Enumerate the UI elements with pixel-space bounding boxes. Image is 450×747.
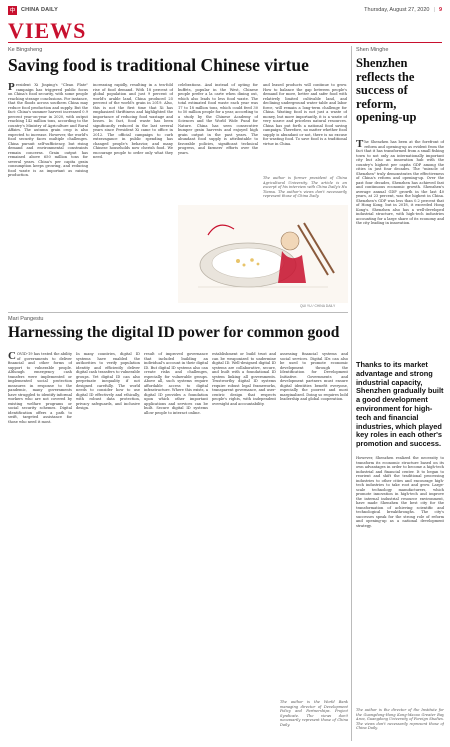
article1-column-1 [8, 83, 88, 308]
article1-author-bio [263, 176, 347, 204]
article2-text-3: result of improved governance that included building an individual's account in their digital ID. But digital ID systems also can create risks and challenges, especially for vulnerable groups. Above all, such systems require affordable access to digital infrastructure. Where this exists, a digital ID provides a foundation upon which other important applications and services can be built. Secure digital ID systems allow people to interact online. [144, 352, 208, 415]
article2-column-2 [76, 352, 140, 740]
article3-column-1 [356, 140, 444, 356]
plate-illustration-icon [178, 205, 348, 303]
article2-dropcap: C [8, 352, 16, 362]
article1-text-1: resident Xi Jinping's "Clean Plate" campaign has triggered public focus on China's food security, with some people reaching strange conclusions. For instance, that the floods across southern China may reduce food production and supply. But the fact: China's summer harvest increased 0.9 percent year-on-year in 2020, with output reaching 142 million tons, according to the country's Ministry of Agriculture and Rural Affairs. The autumn grain crop is also expected to increase. However, the world's food security faces multiple challenges. China pursuit self-sufficiency, but rising demand and environmental constraints remain concerns. Grain output has remained above 650 million tons for several years. China's per capita grain consumption keeps growing, and reducing food waste is as important as raising production. [8, 83, 88, 177]
article2-column-1 [8, 352, 72, 740]
article2-text-5: assessing financial systems and social services. Digital IDs can also be used to promote economic development through the Identification for Development Initiative. Governments and development partners must ensure digital identities benefit everyone, especially the poorest and most marginalized. Doing so requires bold leadership and global cooperation. [280, 352, 348, 401]
article1-text-2: increasing rapidly, resulting in a ten-fold rise of food demand. With 18 percent of global population and just 9 percent of world's arable land, China produced 25 percent of the world's grain in 2019. Also, this is not the first time that Xi has emphasized thriftiness and highlighted the importance of reducing food wastage and losses. In fact, food waste has been significantly reduced in the last several years since President Xi came to office in 2012. The official campaign to curb extravagance in public spending has changed people's behavior, and many Chinese households now cherish food. We encourage people to order only what they need. [93, 83, 173, 159]
header-meta [364, 7, 442, 13]
article1-bio-text: The author is former president of China Agricultural University. The article is an excerpt of his interview with China Daily's Hu Tiansu. The author's views don't necessarily represent those of China Daily. [263, 176, 347, 198]
article-divider [8, 312, 348, 313]
article2-column-3 [144, 352, 208, 740]
article2-headline: Harnessing the digital ID power for common good [8, 324, 340, 341]
article3-text-1: he Shenzhen has been at the forefront of reform and opening-up as evident from the fact that it has transformed from a small fishing town to not only an internationally important city but also an innovation hub with the country's highest per capita GDP among the cities in just four decades. The "miracle of Shenzhen" truly demonstrates the effectiveness of China's reform and opening-up. Over the past four decades, Shenzhen has achieved fast and continuous economic growth. Shenzhen's average annual GDP growth in the last 40 years, at 23 percent, was the highest in China. Shenzhen's GDP was less than 0.2 percent that of Hong Kong, but in 2018, it exceeded Hong Kong's. Shenzhen also has a well-developed industrial structure, with high-tech industries accounting for a large share of its economy and the city leading in innovation. [356, 140, 444, 225]
article2-byline: Mari Pangestu [8, 316, 44, 322]
article1-illustration [178, 205, 348, 303]
article3-bio-text: The author is the director of the Institute for the Guangdong-Hong Kong-Macao Greater Bay Area, Guangdong University of Foreign Studies. The views don't necessarily represent those of China Daily. [356, 708, 444, 730]
article1-column-3 [178, 83, 258, 203]
article1-text-4: and leased products will continue to grow. How to balance the gap between people's demand for more, better and safer food with relatively limited cultivable land, and declining underground water table and labor force, will remain a long-term challenge for China. Wasting food is not just a waste of money, but more importantly, it is a waste of very scarce and priceless natural resources. China has put forth a national food saving campaign. Therefore, no matter whether food supply is abundant or not, there is no excuse for wasting food. To save food is a traditional virtue in China. [263, 83, 347, 146]
article1-headline: Saving food is traditional Chinese virtue [8, 55, 309, 75]
page-number: 9 [438, 7, 442, 13]
article1-text-3: celebrations. And instead of opting for buffets, popular in the West, Chinese people prefer a la carte when dining out, which also leads to less food waste. The total estimated food waste each year was 17 to 18 million tons, which could feed 30 to 50 million people for a year, according to a study by the Chinese Academy of Sciences and the World Wide Fund for Nature. China has seen consecutive bumper grain harvests and enjoyed high grain output in the past years. The abundant food supply is attributable to favorable policies, significant technical progress, and farmers' efforts over the years. [178, 83, 258, 155]
article1-column-2 [93, 83, 173, 308]
article2-bio-text: The author is the World Bank managing director of Development Policy and Partnerships. Project Syndicate. The views don't necessarily represent those of China Daily. [280, 700, 348, 727]
article1-dropcap: P [8, 83, 15, 93]
page-header [8, 4, 442, 16]
article3-pull-quote: Thanks to its market advantage and strong industrial capacity, Shenzhen gradually built a good development environment for high-tech and financial industries, which played key roles in each other's promotion and success. [356, 360, 444, 449]
brand-name: CHINA DAILY [21, 7, 58, 13]
illustration-credit: QUI YU / CHINA DAILY [300, 304, 336, 308]
article2-text-4: establishment or build trust and can be weaponized to undermine digital ID. Well-designed digital ID systems are collaborative, secure, and built with a foundational ID system linking all governments. Trustworthy digital ID systems require robust legal frameworks, transparent governance, and user-centric design that respects people's rights, with independent oversight and accountability. [212, 352, 276, 406]
article2-text-2: In many countries, digital ID systems have enabled the authorities to verify population identity and efficiently deliver digital cash transfers to vulnerable groups. Yet digital ID can also perpetuate inequality if not designed carefully. The world needs to consider how to use digital ID effectively and ethically, with robust data protection, privacy safeguards, and inclusive design. [76, 352, 140, 410]
article3-dropcap: T [356, 140, 364, 150]
column-divider [351, 46, 352, 741]
article2-column-4 [212, 352, 276, 740]
divider: | [433, 7, 435, 13]
article3-headline: Shenzhen reflects the success of reform, opening-up [356, 56, 417, 124]
china-daily-logo-icon: 中 [9, 7, 15, 14]
article3-column-2 [356, 456, 444, 704]
article1-byline: Ke Bingsheng [8, 47, 43, 53]
section-title: VIEWS [8, 18, 87, 43]
article2-author-bio [280, 700, 348, 740]
issue-date: Thursday, August 27, 2020 [364, 7, 430, 13]
article2-text-1: OVID-19 has tested the ability of governments to deliver financial and other forms of support to vulnerable people. Although emergency cash transfers were implemented or implemented social protection measures in response to the pandemic, many governments have struggled to identify informal workers who are not covered by existing welfare programs or social security schemes. Digital identification offers a path to swift, targeted assistance for those who need it most. [8, 352, 72, 424]
article2-column-5 [280, 352, 348, 692]
article3-author-bio [356, 708, 444, 740]
header-brand [8, 6, 58, 15]
article3-text-2: However, Shenzhen realized the necessity to transform its economic structure based on its own advantages in order to become a high-tech industrial and financial center. It to began to reorient and shift the traditional processing industries to other cities and encourage high-tech industries to take root and grow. Large-scale technology manufacturers, which promote innovation in high-tech and improve the internal industrial resource environment, have made Shenzhen the best city for the transformation of achieving scientific and technological breakthroughs. The city's successes speak for the strong role of reform and opening-up as a national development strategy. [356, 456, 444, 528]
article3-byline: Shen Minghe [356, 47, 389, 53]
section-rule [8, 42, 442, 43]
